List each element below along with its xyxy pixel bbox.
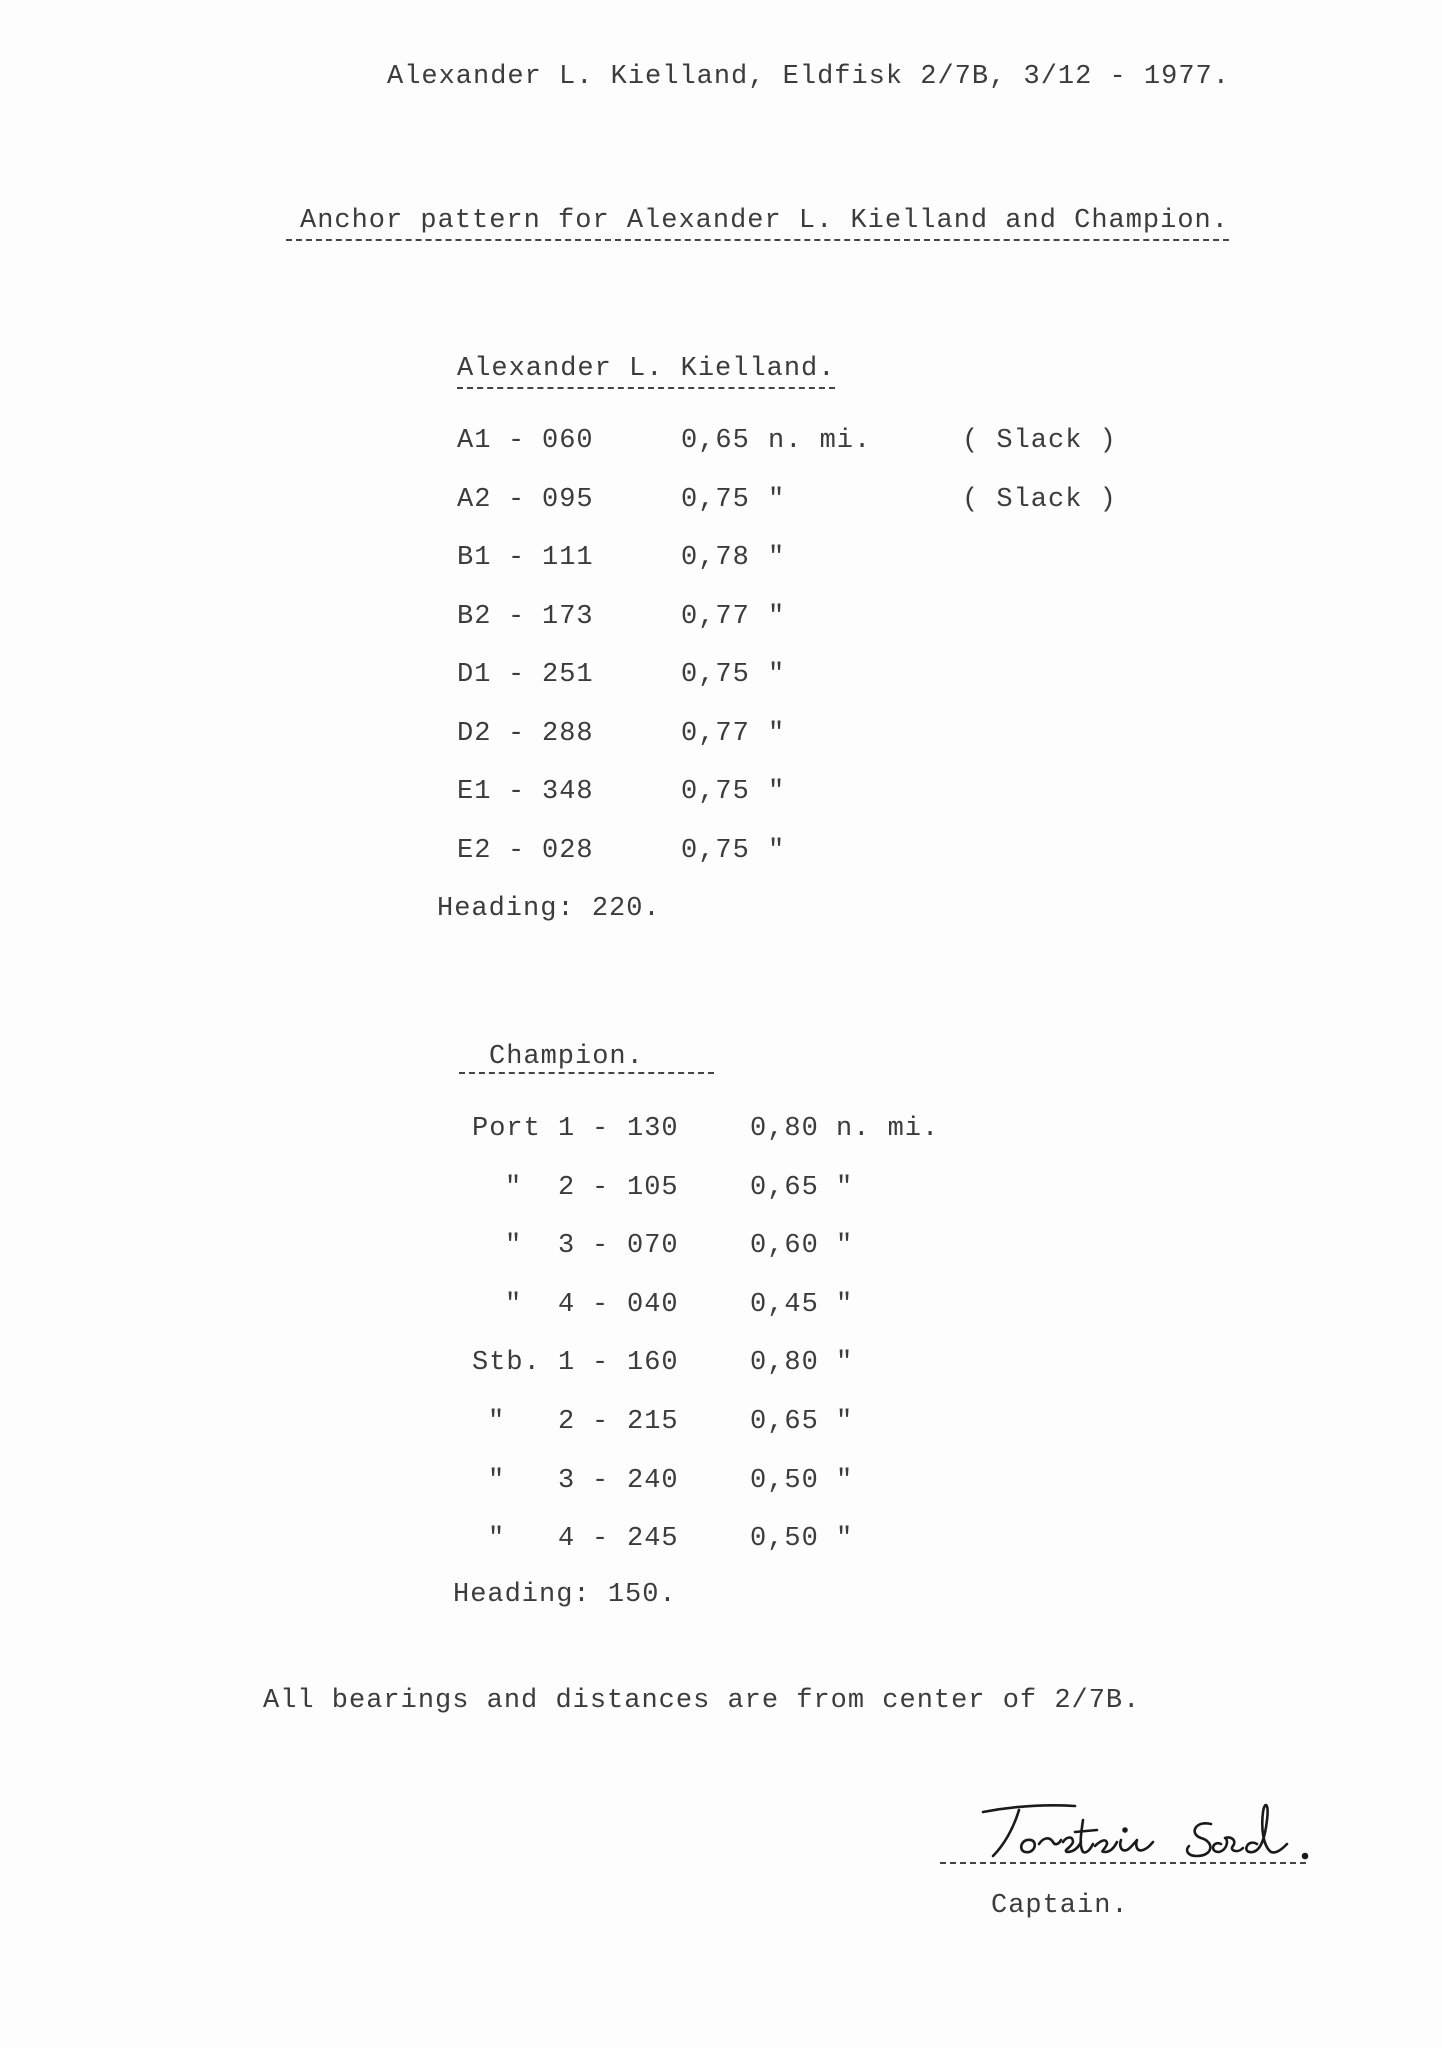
bearing: 111 (542, 543, 594, 573)
anchor-side: " (505, 1289, 523, 1320)
anchor-number: 3 (558, 1465, 576, 1496)
kielland-section-heading: Alexander L. Kielland. (457, 356, 835, 389)
document-header: Alexander L. Kielland, Eldfisk 2/7B, 3/12 - 1977. (387, 62, 1230, 92)
anchor-number: 1 (558, 1114, 576, 1144)
bearing: 240 (627, 1465, 679, 1496)
anchor-side: Stb. (472, 1348, 541, 1379)
distance-unit: " (768, 601, 786, 632)
distance-unit: " (768, 660, 786, 690)
separator: - (508, 835, 526, 866)
signature-name (985, 1830, 1141, 1850)
distance: 0,80 (750, 1348, 819, 1379)
kielland-heading: Heading: 220. (437, 894, 661, 924)
anchor-side: Port (472, 1114, 541, 1144)
anchor-number: 1 (558, 1348, 576, 1379)
bearing: 288 (542, 718, 594, 749)
distance: 0,75 (681, 777, 750, 807)
separator: - (508, 601, 526, 632)
separator: - (508, 718, 526, 749)
separator: - (508, 660, 526, 690)
distance: 0,60 (750, 1231, 819, 1262)
bearing: 040 (627, 1289, 679, 1320)
anchor-number: 4 (558, 1524, 576, 1555)
separator: - (508, 426, 526, 456)
distance: 0,75 (681, 484, 750, 515)
distance-unit: " (836, 1407, 854, 1437)
separator: - (592, 1524, 610, 1555)
anchor-side: " (488, 1524, 506, 1555)
separator: - (592, 1348, 610, 1379)
distance-unit: " (768, 718, 786, 749)
separator: - (592, 1289, 610, 1320)
distance: 0,65 (681, 426, 750, 456)
distance-unit: " (836, 1289, 854, 1320)
anchor-id: A2 (457, 484, 492, 515)
distance-unit: " (768, 484, 786, 515)
anchor-number: 2 (558, 1407, 576, 1437)
separator: - (508, 484, 526, 515)
champion-heading: Heading: 150. (453, 1580, 677, 1610)
distance: 0,78 (681, 543, 750, 573)
separator: - (592, 1465, 610, 1496)
anchor-number: 4 (558, 1289, 576, 1320)
separator: - (508, 543, 526, 573)
bearing: 348 (542, 777, 594, 807)
distance-unit: " (836, 1231, 854, 1262)
anchor-id: B2 (457, 601, 492, 632)
distance-unit: " (836, 1348, 854, 1379)
bearing: 130 (627, 1114, 679, 1144)
distance: 0,80 (750, 1114, 819, 1144)
bearing: 215 (627, 1407, 679, 1437)
bearing: 251 (542, 660, 594, 690)
separator: - (592, 1231, 610, 1262)
distance: 0,65 (750, 1407, 819, 1437)
document-title: Anchor pattern for Alexander L. Kielland and Champion. (286, 208, 1229, 241)
anchor-id: D2 (457, 718, 492, 749)
separator: - (592, 1172, 610, 1203)
anchor-id: D1 (457, 660, 492, 690)
separator: - (508, 777, 526, 807)
anchor-side: " (488, 1465, 506, 1496)
anchor-side: " (505, 1231, 523, 1262)
anchor-side: " (488, 1407, 506, 1437)
distance-unit: " (836, 1172, 854, 1203)
distance-unit: " (768, 835, 786, 866)
distance: 0,75 (681, 660, 750, 690)
distance: 0,65 (750, 1172, 819, 1203)
bearing: 070 (627, 1231, 679, 1262)
bearing: 028 (542, 835, 594, 866)
anchor-note: ( Slack ) (962, 484, 1117, 515)
bearing: 160 (627, 1348, 679, 1379)
champion-section-heading: Champion. (489, 1042, 644, 1072)
footnote: All bearings and distances are from center of 2/7B. (263, 1686, 1141, 1716)
separator: - (592, 1114, 610, 1144)
anchor-side: " (505, 1172, 523, 1203)
anchor-id: B1 (457, 543, 492, 573)
anchor-id: E2 (457, 835, 492, 866)
anchor-id: A1 (457, 426, 492, 456)
distance: 0,50 (750, 1465, 819, 1496)
bearing: 095 (542, 484, 594, 515)
bearing: 105 (627, 1172, 679, 1203)
anchor-note: ( Slack ) (962, 426, 1117, 456)
bearing: 245 (627, 1524, 679, 1555)
anchor-number: 2 (558, 1172, 576, 1203)
anchor-id: E1 (457, 777, 492, 807)
distance-unit: n. mi. (768, 426, 872, 456)
bearing: 060 (542, 426, 594, 456)
distance: 0,50 (750, 1524, 819, 1555)
distance: 0,77 (681, 718, 750, 749)
bearing: 173 (542, 601, 594, 632)
distance-unit: " (836, 1524, 854, 1555)
distance: 0,77 (681, 601, 750, 632)
anchor-number: 3 (558, 1231, 576, 1262)
separator: - (592, 1407, 610, 1437)
distance: 0,75 (681, 835, 750, 866)
distance-unit: " (768, 777, 786, 807)
distance-unit: n. mi. (836, 1114, 940, 1144)
distance-unit: " (768, 543, 786, 573)
signature-title: Captain. (991, 1891, 1129, 1921)
distance-unit: " (836, 1465, 854, 1496)
champion-heading-underline (459, 1072, 714, 1074)
distance: 0,45 (750, 1289, 819, 1320)
